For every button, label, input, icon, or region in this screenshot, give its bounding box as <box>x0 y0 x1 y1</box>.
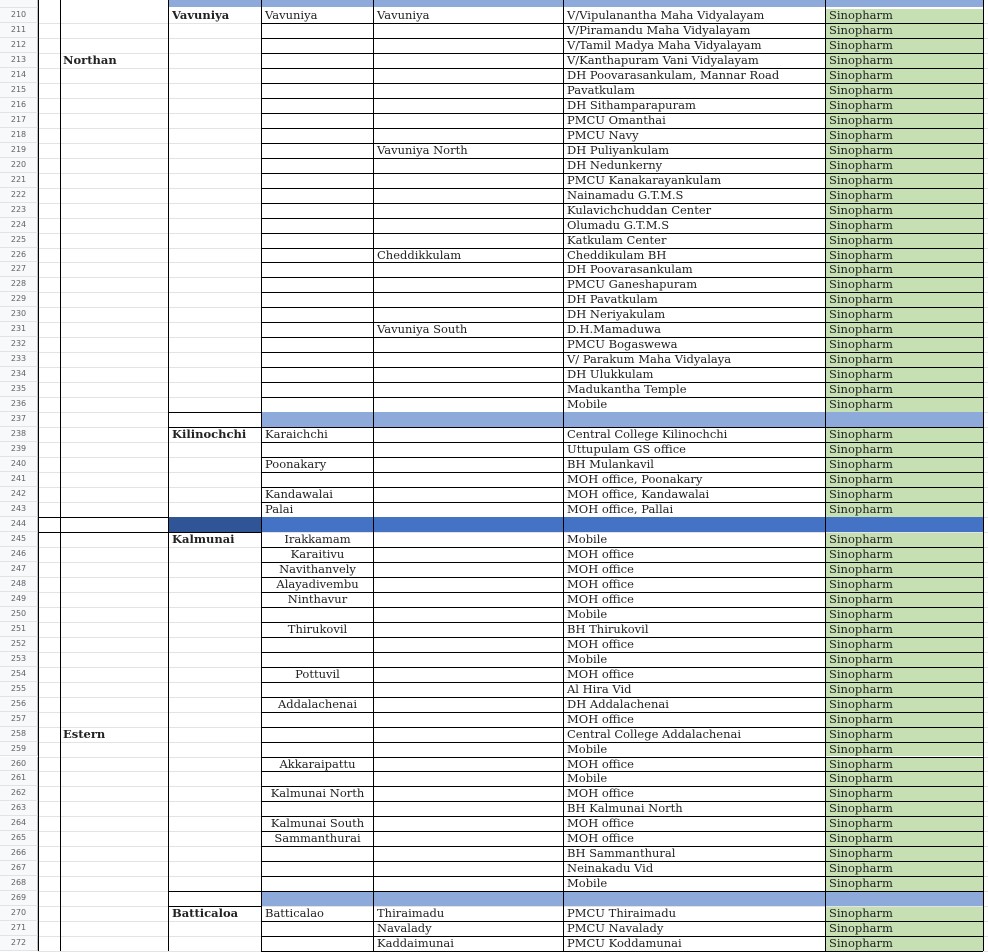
vaccination-site-cell[interactable]: MOH office <box>567 562 634 576</box>
sub-area-cell[interactable]: Kaddaimunai <box>377 937 454 951</box>
vaccination-site-cell[interactable]: Madukantha Temple <box>567 383 687 397</box>
border-line <box>38 517 168 518</box>
vaccine-cell[interactable]: Sinopharm <box>826 787 983 801</box>
row-number[interactable]: 250 <box>0 607 38 622</box>
row-number[interactable]: 216 <box>0 98 38 113</box>
moh-area-cell[interactable]: Akkaraipattu <box>279 757 356 771</box>
row-number[interactable]: 260 <box>0 757 38 772</box>
vaccine-cell[interactable]: Sinopharm <box>826 24 983 38</box>
vaccination-site-cell[interactable]: DH Ulukkulam <box>567 368 654 382</box>
vaccination-site-cell[interactable]: PMCU Bogaswewa <box>567 338 678 352</box>
vaccine-cell[interactable]: Sinopharm <box>826 458 983 472</box>
vaccination-site-cell[interactable]: PMCU Navy <box>567 128 639 142</box>
border-line <box>983 0 984 951</box>
vaccination-site-cell[interactable]: Pavatkulam <box>567 83 635 97</box>
vaccination-site-cell[interactable]: Mobile <box>567 652 608 666</box>
vaccine-cell[interactable]: Sinopharm <box>826 368 983 382</box>
vaccine-cell[interactable]: Sinopharm <box>826 308 983 322</box>
vaccine-cell[interactable]: Sinopharm <box>826 338 983 352</box>
band-top <box>168 0 983 7</box>
vaccine-cell[interactable]: Sinopharm <box>826 129 983 143</box>
row-number[interactable]: 257 <box>0 712 38 727</box>
vaccination-site-cell[interactable]: DH Pavatkulam <box>567 293 658 307</box>
vaccination-site-cell[interactable]: MOH office <box>567 787 634 801</box>
moh-area-cell[interactable]: Kandawalai <box>265 488 333 502</box>
vaccine-cell[interactable]: Sinopharm <box>826 9 983 23</box>
row-number[interactable]: 228 <box>0 277 38 292</box>
row-number[interactable]: 243 <box>0 502 38 517</box>
district-cell[interactable]: Batticaloa <box>172 907 239 921</box>
row-number[interactable]: 244 <box>0 517 38 532</box>
vaccine-cell[interactable]: Sinopharm <box>826 862 983 876</box>
vaccine-cell[interactable]: Sinopharm <box>826 114 983 128</box>
row-number[interactable]: 235 <box>0 382 38 397</box>
province-cell[interactable]: Northan <box>63 53 117 67</box>
moh-area-cell[interactable]: Palai <box>265 503 294 516</box>
row-number[interactable]: 227 <box>0 262 38 277</box>
border-line <box>168 532 261 533</box>
border-line <box>168 891 983 892</box>
vaccine-cell[interactable]: Sinopharm <box>826 278 983 292</box>
separator-band-dark <box>168 517 261 532</box>
row-number[interactable]: 220 <box>0 158 38 173</box>
sub-area-cell[interactable]: Vavuniya <box>377 9 430 22</box>
vaccination-site-cell[interactable]: V/ Parakum Maha Vidyalaya <box>567 353 732 367</box>
row-number[interactable]: 226 <box>0 248 38 263</box>
row-number[interactable]: 211 <box>0 23 38 38</box>
row-number[interactable]: 268 <box>0 876 38 891</box>
vaccination-site-cell[interactable]: V/Piramandu Maha Vidyalayam <box>567 23 751 37</box>
vaccination-site-cell[interactable]: Mobile <box>567 607 608 621</box>
vaccination-site-cell[interactable]: Neinakadu Vid <box>567 862 654 876</box>
row-number[interactable]: 272 <box>0 936 38 951</box>
vaccine-cell[interactable]: Sinopharm <box>826 428 983 442</box>
moh-area-cell[interactable]: Pottuvil <box>295 667 340 681</box>
vaccine-cell[interactable]: Sinopharm <box>826 728 983 742</box>
row-number[interactable]: 261 <box>0 771 38 786</box>
row-number[interactable]: 210 <box>0 8 38 23</box>
vaccine-cell[interactable]: Sinopharm <box>826 698 983 712</box>
vaccination-site-cell[interactable]: Mobile <box>567 742 608 756</box>
row-number[interactable]: 245 <box>0 532 38 547</box>
province-cell[interactable]: Estern <box>63 727 106 741</box>
row-number[interactable]: 218 <box>0 128 38 143</box>
vaccine-cell[interactable]: Sinopharm <box>826 758 983 772</box>
vaccine-cell[interactable]: Sinopharm <box>826 772 983 786</box>
vaccine-cell[interactable]: Sinopharm <box>826 907 983 921</box>
row-number[interactable]: 212 <box>0 38 38 53</box>
vaccination-site-cell[interactable]: V/Tamil Madya Maha Vidyalayam <box>567 38 762 52</box>
moh-area-cell[interactable]: Kalmunai South <box>270 817 365 831</box>
moh-area-cell[interactable]: Thirukovil <box>287 622 348 636</box>
row-number[interactable]: 254 <box>0 667 38 682</box>
row-number[interactable]: 230 <box>0 307 38 322</box>
moh-area-cell[interactable]: Poonakary <box>265 458 327 472</box>
vaccine-cell[interactable]: Sinopharm <box>826 713 983 727</box>
sub-area-cell[interactable]: Vavuniya North <box>377 143 468 157</box>
row-number[interactable]: 225 <box>0 233 38 248</box>
vaccination-site-cell[interactable]: MOH office <box>567 832 634 846</box>
vaccination-site-cell[interactable]: Central College Addalachenai <box>567 727 742 741</box>
vaccine-cell[interactable]: Sinopharm <box>826 638 983 652</box>
vaccination-site-cell[interactable]: PMCU Omanthai <box>567 113 666 127</box>
sub-area-cell[interactable]: Cheddikkulam <box>377 248 462 262</box>
vaccination-site-cell[interactable]: MOH office <box>567 712 634 726</box>
row-number[interactable]: 255 <box>0 682 38 697</box>
border-line <box>168 906 261 907</box>
border-line <box>38 532 168 533</box>
vaccination-site-cell[interactable]: DH Puliyankulam <box>567 143 669 157</box>
vaccination-site-cell[interactable]: BH Thirukovil <box>567 622 649 636</box>
vaccination-site-cell[interactable]: MOH office <box>567 757 634 771</box>
vaccination-site-cell[interactable]: PMCU Thiraimadu <box>567 907 676 921</box>
vaccination-site-cell[interactable]: Cheddikulam BH <box>567 248 667 262</box>
vaccination-site-cell[interactable]: Al Hira Vid <box>567 682 632 696</box>
row-header[interactable] <box>0 0 38 8</box>
vaccine-cell[interactable]: Sinopharm <box>826 847 983 861</box>
vaccine-cell[interactable]: Sinopharm <box>826 69 983 83</box>
vaccine-cell[interactable]: Sinopharm <box>826 398 983 412</box>
vaccine-cell[interactable]: Sinopharm <box>826 533 983 547</box>
vaccination-site-cell[interactable]: MOH office <box>567 577 634 591</box>
row-number[interactable]: 224 <box>0 218 38 233</box>
vaccine-cell[interactable]: Sinopharm <box>826 743 983 757</box>
vaccination-site-cell[interactable]: MOH office, Poonakary <box>567 473 703 487</box>
vaccine-cell[interactable]: Sinopharm <box>826 144 983 158</box>
row-number[interactable]: 236 <box>0 397 38 412</box>
row-number[interactable]: 223 <box>0 203 38 218</box>
vaccine-cell[interactable]: Sinopharm <box>826 54 983 68</box>
row-number[interactable]: 262 <box>0 786 38 801</box>
vaccination-site-cell[interactable]: PMCU Koddamunai <box>567 937 682 951</box>
vaccine-cell[interactable]: Sinopharm <box>826 593 983 607</box>
vaccine-cell[interactable]: Sinopharm <box>826 578 983 592</box>
vaccination-site-cell[interactable]: MOH office, Kandawalai <box>567 488 710 502</box>
vaccination-site-cell[interactable]: MOH office <box>567 637 634 651</box>
row-number[interactable]: 264 <box>0 816 38 831</box>
row-number[interactable]: 258 <box>0 727 38 742</box>
vaccination-site-cell[interactable]: BH Sammanthural <box>567 847 676 861</box>
row-number[interactable]: 239 <box>0 442 38 457</box>
row-number[interactable]: 213 <box>0 53 38 68</box>
sub-area-cell[interactable]: Navalady <box>377 922 432 936</box>
district-cell[interactable]: Kalmunai <box>172 532 235 546</box>
row-number[interactable]: 247 <box>0 562 38 577</box>
vaccination-site-cell[interactable]: V/Vipulanantha Maha Vidyalayam <box>567 9 765 22</box>
row-number[interactable]: 229 <box>0 292 38 307</box>
row-number[interactable]: 242 <box>0 487 38 502</box>
vaccination-site-cell[interactable]: D.H.Mamaduwa <box>567 323 662 337</box>
row-number[interactable]: 233 <box>0 352 38 367</box>
row-number[interactable]: 246 <box>0 547 38 562</box>
row-number[interactable]: 253 <box>0 652 38 667</box>
moh-area-cell[interactable]: Alayadivembu <box>276 577 359 591</box>
vaccination-site-cell[interactable]: MOH office <box>567 592 634 606</box>
row-number[interactable]: 270 <box>0 906 38 921</box>
vaccine-cell[interactable]: Sinopharm <box>826 922 983 936</box>
row-number[interactable]: 241 <box>0 472 38 487</box>
vaccination-site-cell[interactable]: Nainamadu G.T.M.S <box>567 188 684 202</box>
vaccine-cell[interactable]: Sinopharm <box>826 623 983 637</box>
vaccine-cell[interactable]: Sinopharm <box>826 249 983 263</box>
vaccine-cell[interactable]: Sinopharm <box>826 174 983 188</box>
vaccine-cell[interactable]: Sinopharm <box>826 832 983 846</box>
row-number[interactable]: 271 <box>0 921 38 936</box>
vaccination-site-cell[interactable]: MOH office <box>567 547 634 561</box>
separator-band <box>261 517 983 532</box>
vaccine-cell[interactable]: Sinopharm <box>826 877 983 891</box>
vaccine-cell[interactable]: Sinopharm <box>826 443 983 457</box>
vaccine-cell[interactable]: Sinopharm <box>826 653 983 667</box>
row-number[interactable]: 221 <box>0 173 38 188</box>
district-cell[interactable]: Vavuniya <box>172 9 230 22</box>
border-line <box>373 0 374 951</box>
row-number[interactable]: 252 <box>0 637 38 652</box>
vaccination-site-cell[interactable]: PMCU Ganeshapuram <box>567 278 698 292</box>
vaccination-site-cell[interactable]: PMCU Navalady <box>567 922 664 936</box>
moh-area-cell[interactable]: Irakkamam <box>284 532 351 546</box>
row-number[interactable]: 259 <box>0 742 38 757</box>
separator-band <box>261 412 983 427</box>
moh-area-cell[interactable]: Karaitivu <box>290 547 345 561</box>
border-line <box>168 412 261 413</box>
moh-area-cell[interactable]: Navithanvely <box>279 562 356 576</box>
row-number[interactable]: 267 <box>0 861 38 876</box>
vaccination-site-cell[interactable]: MOH office <box>567 817 634 831</box>
vaccination-site-cell[interactable]: MOH office, Pallai <box>567 503 674 516</box>
vaccine-cell[interactable]: Sinopharm <box>826 219 983 233</box>
row-number[interactable]: 237 <box>0 412 38 427</box>
vaccination-site-cell[interactable]: DH Neriyakulam <box>567 308 666 322</box>
moh-area-cell[interactable]: Ninthavur <box>287 592 348 606</box>
vaccination-site-cell[interactable]: DH Sithamparapuram <box>567 98 696 112</box>
vaccination-site-cell[interactable]: Katkulam Center <box>567 233 667 247</box>
vaccination-site-cell[interactable]: Mobile <box>567 877 608 891</box>
row-number[interactable]: 265 <box>0 831 38 846</box>
border-line <box>38 0 39 951</box>
vaccination-site-cell[interactable]: BH Mulankavil <box>567 458 654 472</box>
border-line <box>261 0 262 951</box>
vaccine-cell[interactable]: Sinopharm <box>826 683 983 697</box>
vaccine-cell[interactable]: Sinopharm <box>826 817 983 831</box>
vaccine-cell[interactable]: Sinopharm <box>826 488 983 502</box>
vaccination-site-cell[interactable]: Kulavichchuddan Center <box>567 203 712 217</box>
vaccination-site-cell[interactable]: V/Kanthapuram Vani Vidyalayam <box>567 53 759 67</box>
row-number[interactable]: 232 <box>0 337 38 352</box>
vaccination-site-cell[interactable]: Uttupulam GS office <box>567 443 686 457</box>
border-line <box>563 0 564 951</box>
vaccine-cell[interactable]: Sinopharm <box>826 802 983 816</box>
vaccine-cell[interactable]: Sinopharm <box>826 548 983 562</box>
row-number[interactable]: 231 <box>0 322 38 337</box>
vaccination-site-cell[interactable]: Olumadu G.T.M.S <box>567 218 670 232</box>
vaccine-cell[interactable]: Sinopharm <box>826 189 983 203</box>
separator-band <box>261 891 983 906</box>
border-line <box>825 0 826 951</box>
border-line <box>60 0 61 951</box>
vaccination-site-cell[interactable]: PMCU Kanakarayankulam <box>567 173 722 187</box>
vaccine-cell[interactable]: Sinopharm <box>826 503 983 517</box>
row-number[interactable]: 234 <box>0 367 38 382</box>
vaccination-site-cell[interactable]: MOH office <box>567 667 634 681</box>
vaccine-cell[interactable]: Sinopharm <box>826 293 983 307</box>
vaccination-site-cell[interactable]: DH Poovarasankulam, Mannar Road <box>567 68 780 82</box>
row-number[interactable]: 251 <box>0 622 38 637</box>
row-number[interactable]: 248 <box>0 577 38 592</box>
row-number[interactable]: 263 <box>0 801 38 816</box>
vaccine-cell[interactable]: Sinopharm <box>826 937 983 951</box>
row-number[interactable]: 256 <box>0 697 38 712</box>
row-number[interactable]: 238 <box>0 427 38 442</box>
vaccine-cell[interactable]: Sinopharm <box>826 159 983 173</box>
sub-area-cell[interactable]: Thiraimadu <box>377 907 445 921</box>
vaccine-cell[interactable]: Sinopharm <box>826 608 983 622</box>
vaccine-cell[interactable]: Sinopharm <box>826 204 983 218</box>
vaccine-cell[interactable]: Sinopharm <box>826 99 983 113</box>
row-number[interactable]: 215 <box>0 83 38 98</box>
row-number[interactable]: 222 <box>0 188 38 203</box>
vaccine-cell[interactable]: Sinopharm <box>826 563 983 577</box>
row-number[interactable]: 219 <box>0 143 38 158</box>
sub-area-cell[interactable]: Vavuniya South <box>377 323 468 337</box>
vaccine-cell[interactable]: Sinopharm <box>826 84 983 98</box>
vaccine-cell[interactable]: Sinopharm <box>826 353 983 367</box>
row-number[interactable]: 217 <box>0 113 38 128</box>
vaccine-cell[interactable]: Sinopharm <box>826 323 983 337</box>
moh-area-cell[interactable]: Batticalao <box>265 907 324 921</box>
row-number[interactable]: 240 <box>0 457 38 472</box>
row-number[interactable]: 269 <box>0 891 38 906</box>
moh-area-cell[interactable]: Addalachenai <box>277 697 357 711</box>
vaccination-site-cell[interactable]: Mobile <box>567 398 608 412</box>
vaccination-site-cell[interactable]: BH Kalmunai North <box>567 802 683 816</box>
vaccination-site-cell[interactable]: Mobile <box>567 772 608 786</box>
district-cell[interactable]: Kilinochchi <box>172 428 247 442</box>
vaccination-site-cell[interactable]: DH Addalachenai <box>567 697 669 711</box>
row-number[interactable]: 266 <box>0 846 38 861</box>
row-number[interactable]: 214 <box>0 68 38 83</box>
vaccination-site-cell[interactable]: DH Poovarasankulam <box>567 263 693 277</box>
moh-area-cell[interactable]: Kalmunai North <box>270 787 365 801</box>
vaccination-site-cell[interactable]: Mobile <box>567 532 608 546</box>
row-number[interactable]: 249 <box>0 592 38 607</box>
vaccination-site-cell[interactable]: Central College Kilinochchi <box>567 428 728 442</box>
moh-area-cell[interactable]: Sammanthurai <box>274 832 361 846</box>
vaccination-site-cell[interactable]: DH Nedunkerny <box>567 158 663 172</box>
vaccine-cell[interactable]: Sinopharm <box>826 473 983 487</box>
border-line <box>168 427 983 428</box>
vaccine-cell[interactable]: Sinopharm <box>826 234 983 248</box>
vaccine-cell[interactable]: Sinopharm <box>826 39 983 53</box>
vaccine-cell[interactable]: Sinopharm <box>826 263 983 277</box>
vaccine-cell[interactable]: Sinopharm <box>826 383 983 397</box>
border-line <box>168 0 169 951</box>
moh-area-cell[interactable]: Vavuniya <box>265 9 318 22</box>
moh-area-cell[interactable]: Karaichchi <box>265 428 328 442</box>
vaccine-cell[interactable]: Sinopharm <box>826 668 983 682</box>
